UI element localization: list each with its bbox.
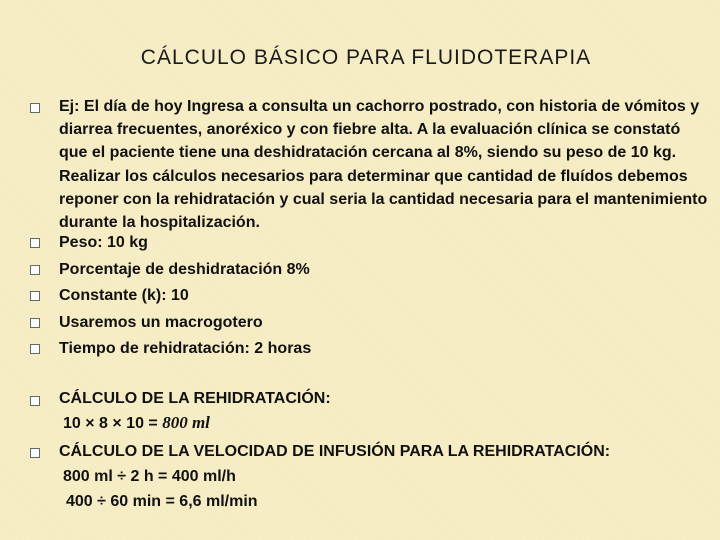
square-bullet-icon	[30, 265, 40, 275]
rehidratacion-result: 800 ml	[162, 413, 210, 432]
square-bullet-icon	[30, 396, 40, 406]
item-porcentaje: Porcentaje de deshidratación 8%	[59, 261, 310, 278]
square-bullet-icon	[30, 344, 40, 354]
square-bullet-icon	[30, 291, 40, 301]
square-bullet-icon	[30, 448, 40, 458]
item-macrogotero: Usaremos un macrogotero	[59, 314, 263, 331]
velocidad-line-2: 400 ÷ 60 min = 6,6 ml/min	[66, 493, 258, 510]
velocidad-line-1: 800 ml ÷ 2 h = 400 ml/h	[63, 468, 236, 485]
slide-title: CÁLCULO BÁSICO PARA FLUIDOTERAPIA	[140, 46, 592, 69]
item-constante: Constante (k): 10	[59, 287, 189, 304]
velocidad-heading: CÁLCULO DE LA VELOCIDAD DE INFUSIÓN PARA LA REHIDRATACIÓN:	[59, 443, 611, 460]
square-bullet-icon	[30, 238, 40, 248]
item-peso: Peso: 10 kg	[59, 234, 148, 251]
case-description: Ej: El día de hoy Ingresa a consulta un cachorro postrado, con historia de vómitos y diarrea frecuentes, anoréxico y con fiebre alta. A la evaluación clínica se constató que el paciente tiene una deshidratación cercana al 8%, siendo su peso de 10 kg. Realizar los cálculos necesarios para determinar que cantidad de fluídos debemos reponer con la rehidratación y cual seria la cantidad necesaria para el mantenimiento durante la hospitalización.	[59, 98, 708, 232]
item-tiempo: Tiempo de rehidratación: 2 horas	[59, 340, 312, 357]
square-bullet-icon	[30, 103, 40, 113]
rehidratacion-formula-expression: 10 × 8 × 10 =	[63, 415, 163, 432]
rehidratacion-heading: CÁLCULO DE LA REHIDRATACIÓN:	[59, 390, 331, 407]
rehidratacion-formula	[63, 411, 210, 436]
square-bullet-icon	[30, 318, 40, 328]
